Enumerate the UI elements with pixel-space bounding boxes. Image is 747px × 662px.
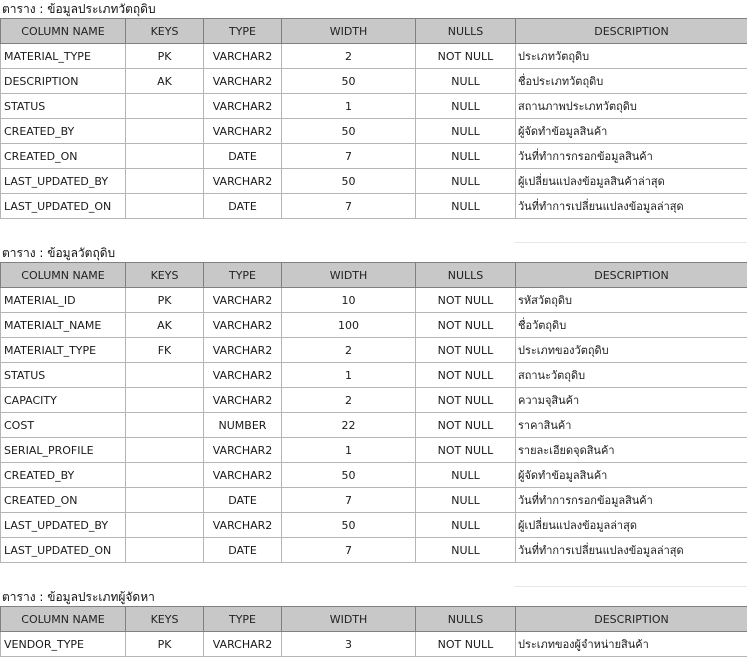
- nulls-cell: NULL: [416, 119, 516, 144]
- keys-cell: [126, 513, 204, 538]
- table-row: [1, 413, 747, 438]
- section-title: ตาราง : ข้อมูลวัตถุดิบ: [2, 246, 116, 260]
- type-cell: VARCHAR2: [204, 119, 282, 144]
- description-cell: ชื่อวัตถุดิบ: [516, 313, 747, 338]
- column-name-cell: MATERIALT_TYPE: [1, 338, 126, 363]
- table-row: [1, 538, 747, 563]
- width-cell: 22: [282, 413, 416, 438]
- keys-cell: [126, 169, 204, 194]
- header-keys: KEYS: [126, 607, 204, 632]
- divider: [515, 586, 747, 587]
- keys-cell: [126, 463, 204, 488]
- type-cell: VARCHAR2: [204, 463, 282, 488]
- nulls-cell: NULL: [416, 463, 516, 488]
- type-cell: VARCHAR2: [204, 44, 282, 69]
- nulls-cell: NULL: [416, 194, 516, 219]
- keys-cell: PK: [126, 44, 204, 69]
- keys-cell: [126, 94, 204, 119]
- type-cell: VARCHAR2: [204, 438, 282, 463]
- nulls-cell: NULL: [416, 94, 516, 119]
- column-name-cell: VENDOR_TYPE: [1, 632, 126, 657]
- type-cell: VARCHAR2: [204, 94, 282, 119]
- nulls-cell: NOT NULL: [416, 388, 516, 413]
- table-row: [1, 288, 747, 313]
- description-cell: สถานะวัตถุดิบ: [516, 363, 747, 388]
- table-body: [1, 44, 747, 219]
- keys-cell: AK: [126, 69, 204, 94]
- width-cell: 1: [282, 438, 416, 463]
- header-nulls: NULLS: [416, 263, 516, 288]
- keys-cell: FK: [126, 338, 204, 363]
- width-cell: 2: [282, 388, 416, 413]
- column-name-cell: DESCRIPTION: [1, 69, 126, 94]
- header-column-name: COLUMN NAME: [1, 263, 126, 288]
- nulls-cell: NOT NULL: [416, 363, 516, 388]
- description-cell: วันที่ทำการกรอกข้อมูลสินค้า: [516, 144, 747, 169]
- type-cell: DATE: [204, 538, 282, 563]
- nulls-cell: NOT NULL: [416, 632, 516, 657]
- width-cell: 50: [282, 119, 416, 144]
- width-cell: 50: [282, 463, 416, 488]
- table-row: [1, 144, 747, 169]
- header-row: [1, 19, 747, 44]
- column-name-cell: LAST_UPDATED_BY: [1, 513, 126, 538]
- type-cell: VARCHAR2: [204, 69, 282, 94]
- header-width: WIDTH: [282, 19, 416, 44]
- table-row: [1, 438, 747, 463]
- nulls-cell: NULL: [416, 513, 516, 538]
- table-row: [1, 313, 747, 338]
- width-cell: 10: [282, 288, 416, 313]
- width-cell: 100: [282, 313, 416, 338]
- keys-cell: [126, 488, 204, 513]
- table-row: [1, 632, 747, 657]
- type-cell: DATE: [204, 194, 282, 219]
- type-cell: VARCHAR2: [204, 632, 282, 657]
- nulls-cell: NULL: [416, 69, 516, 94]
- table-row: [1, 338, 747, 363]
- description-cell: รายละเอียดจุดสินค้า: [516, 438, 747, 463]
- header-description: DESCRIPTION: [516, 19, 747, 44]
- type-cell: VARCHAR2: [204, 513, 282, 538]
- keys-cell: [126, 119, 204, 144]
- width-cell: 7: [282, 488, 416, 513]
- table-row: [1, 388, 747, 413]
- header-column-name: COLUMN NAME: [1, 19, 126, 44]
- header-width: WIDTH: [282, 607, 416, 632]
- column-name-cell: SERIAL_PROFILE: [1, 438, 126, 463]
- description-cell: ประเภทของวัตถุดิบ: [516, 338, 747, 363]
- type-cell: VARCHAR2: [204, 288, 282, 313]
- nulls-cell: NOT NULL: [416, 438, 516, 463]
- keys-cell: [126, 413, 204, 438]
- table-row: [1, 119, 747, 144]
- column-name-cell: LAST_UPDATED_ON: [1, 194, 126, 219]
- header-column-name: COLUMN NAME: [1, 607, 126, 632]
- column-name-cell: LAST_UPDATED_ON: [1, 538, 126, 563]
- keys-cell: AK: [126, 313, 204, 338]
- table-row: [1, 488, 747, 513]
- table-row: [1, 94, 747, 119]
- table-section-vendor-type: [0, 588, 747, 657]
- description-cell: ราคาสินค้า: [516, 413, 747, 438]
- column-name-cell: LAST_UPDATED_BY: [1, 169, 126, 194]
- keys-cell: [126, 363, 204, 388]
- header-row: [1, 263, 747, 288]
- nulls-cell: NULL: [416, 144, 516, 169]
- column-name-cell: COST: [1, 413, 126, 438]
- nulls-cell: NULL: [416, 538, 516, 563]
- nulls-cell: NOT NULL: [416, 413, 516, 438]
- width-cell: 7: [282, 538, 416, 563]
- column-name-cell: MATERIALT_NAME: [1, 313, 126, 338]
- keys-cell: PK: [126, 632, 204, 657]
- width-cell: 50: [282, 69, 416, 94]
- data-dictionary-table: [0, 18, 747, 219]
- header-row: [1, 607, 747, 632]
- description-cell: ความจุสินค้า: [516, 388, 747, 413]
- description-cell: รหัสวัตถุดิบ: [516, 288, 747, 313]
- description-cell: สถานภาพประเภทวัตถุดิบ: [516, 94, 747, 119]
- table-row: [1, 463, 747, 488]
- header-type: TYPE: [204, 19, 282, 44]
- width-cell: 1: [282, 94, 416, 119]
- section-title: ตาราง : ข้อมูลประเภทวัตถุดิบ: [2, 2, 156, 16]
- nulls-cell: NULL: [416, 169, 516, 194]
- data-dictionary-table: [0, 262, 747, 563]
- column-name-cell: MATERIAL_TYPE: [1, 44, 126, 69]
- nulls-cell: NOT NULL: [416, 338, 516, 363]
- keys-cell: [126, 144, 204, 169]
- width-cell: 7: [282, 194, 416, 219]
- nulls-cell: NULL: [416, 488, 516, 513]
- description-cell: ผู้เปลี่ยนแปลงข้อมูลสินค้าล่าสุด: [516, 169, 747, 194]
- column-name-cell: CREATED_ON: [1, 144, 126, 169]
- section-title: ตาราง : ข้อมูลประเภทผู้จัดหา: [2, 590, 155, 604]
- table-row: [1, 194, 747, 219]
- description-cell: ประเภทของผู้จำหน่ายสินค้า: [516, 632, 747, 657]
- width-cell: 3: [282, 632, 416, 657]
- type-cell: DATE: [204, 488, 282, 513]
- table-body: [1, 288, 747, 563]
- table-row: [1, 363, 747, 388]
- description-cell: ชื่อประเภทวัตถุดิบ: [516, 69, 747, 94]
- width-cell: 50: [282, 513, 416, 538]
- table-section-material: [0, 244, 747, 563]
- type-cell: VARCHAR2: [204, 338, 282, 363]
- type-cell: VARCHAR2: [204, 313, 282, 338]
- header-nulls: NULLS: [416, 607, 516, 632]
- header-nulls: NULLS: [416, 19, 516, 44]
- table-row: [1, 44, 747, 69]
- column-name-cell: CREATED_ON: [1, 488, 126, 513]
- column-name-cell: STATUS: [1, 363, 126, 388]
- width-cell: 2: [282, 44, 416, 69]
- nulls-cell: NOT NULL: [416, 288, 516, 313]
- column-name-cell: MATERIAL_ID: [1, 288, 126, 313]
- width-cell: 2: [282, 338, 416, 363]
- header-description: DESCRIPTION: [516, 607, 747, 632]
- divider: [515, 242, 747, 243]
- column-name-cell: CREATED_BY: [1, 119, 126, 144]
- table-row: [1, 69, 747, 94]
- description-cell: ผู้เปลี่ยนแปลงข้อมูลล่าสุด: [516, 513, 747, 538]
- description-cell: วันที่ทำการเปลี่ยนแปลงข้อมูลล่าสุด: [516, 194, 747, 219]
- table-body: [1, 632, 747, 657]
- table-section-material-type: [0, 0, 747, 219]
- column-name-cell: CAPACITY: [1, 388, 126, 413]
- keys-cell: [126, 194, 204, 219]
- header-type: TYPE: [204, 263, 282, 288]
- keys-cell: PK: [126, 288, 204, 313]
- type-cell: VARCHAR2: [204, 169, 282, 194]
- type-cell: NUMBER: [204, 413, 282, 438]
- keys-cell: [126, 438, 204, 463]
- data-dictionary-table: [0, 606, 747, 657]
- width-cell: 7: [282, 144, 416, 169]
- header-keys: KEYS: [126, 19, 204, 44]
- width-cell: 50: [282, 169, 416, 194]
- table-row: [1, 169, 747, 194]
- header-keys: KEYS: [126, 263, 204, 288]
- width-cell: 1: [282, 363, 416, 388]
- header-type: TYPE: [204, 607, 282, 632]
- description-cell: วันที่ทำการกรอกข้อมูลสินค้า: [516, 488, 747, 513]
- description-cell: ผู้จัดทำข้อมูลสินค้า: [516, 119, 747, 144]
- type-cell: VARCHAR2: [204, 388, 282, 413]
- header-description: DESCRIPTION: [516, 263, 747, 288]
- keys-cell: [126, 388, 204, 413]
- description-cell: ผู้จัดทำข้อมูลสินค้า: [516, 463, 747, 488]
- description-cell: ประเภทวัตถุดิบ: [516, 44, 747, 69]
- nulls-cell: NOT NULL: [416, 44, 516, 69]
- table-row: [1, 513, 747, 538]
- description-cell: วันที่ทำการเปลี่ยนแปลงข้อมูลล่าสุด: [516, 538, 747, 563]
- type-cell: VARCHAR2: [204, 363, 282, 388]
- keys-cell: [126, 538, 204, 563]
- type-cell: DATE: [204, 144, 282, 169]
- nulls-cell: NOT NULL: [416, 313, 516, 338]
- column-name-cell: STATUS: [1, 94, 126, 119]
- header-width: WIDTH: [282, 263, 416, 288]
- column-name-cell: CREATED_BY: [1, 463, 126, 488]
